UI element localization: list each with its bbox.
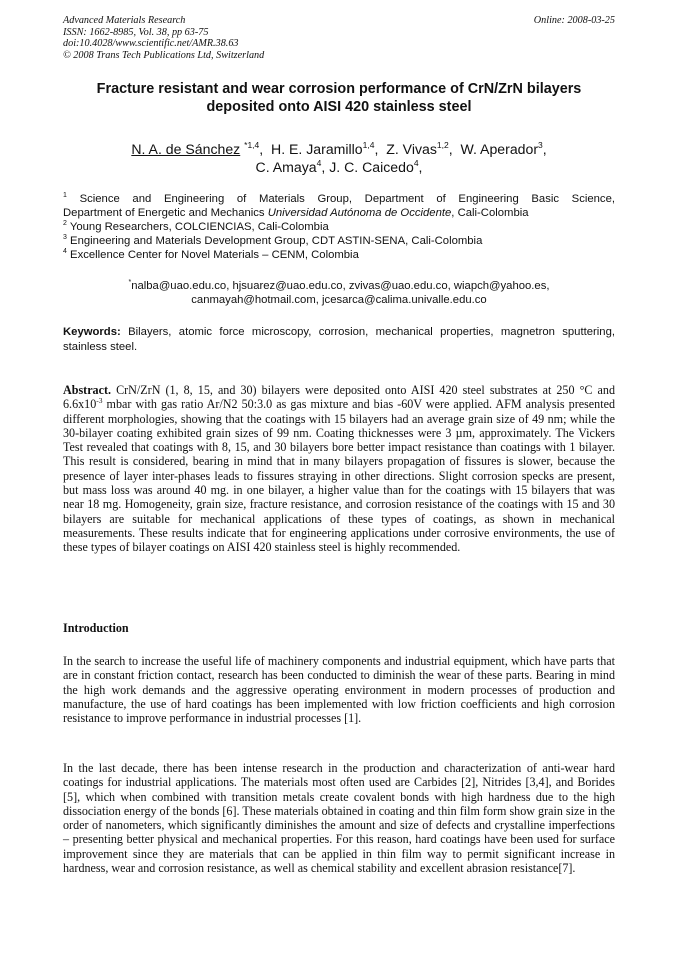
keywords-text: Bilayers, atomic force microscopy, corrosion, mechanical properties, magnetron sputtering, stainless steel. (63, 326, 615, 353)
author-affil-marker: 1,4 (362, 140, 375, 150)
doi-line: doi:10.4028/www.scientific.net/AMR.38.63 (63, 38, 239, 50)
introduction-paragraph-1: In the search to increase the useful life of machinery components and industrial equipment, which have parts that are in constant friction contact, research has been conducted to diminish the wear of these parts. Bearing in mind the high work demands and the aggressive operating environment in modern processes of production and manufacture, the use of hard coatings has been implemented with low friction coefficients and high corrosion resistance to improve performance in industrial processes [1]. (63, 654, 615, 726)
email-line-2: canmayah@hotmail.com, jcesarca@calima.univalle.edu.co (191, 294, 487, 306)
copyright-line: © 2008 Trans Tech Publications Ltd, Switzerland (63, 49, 265, 61)
affiliation-number: 1 (63, 192, 67, 199)
author-affil-marker: 4 (316, 158, 322, 168)
affiliation-1-line-2 (63, 206, 615, 220)
abstract-text: CrN/ZrN (1, 8, 15, and 30) bilayers were deposited onto AISI 420 steel substrates at 250 °C and 6.6x10 (63, 383, 615, 412)
corresponding-marker: * (128, 279, 132, 286)
section-heading-introduction: Introduction (63, 621, 129, 635)
affiliation-number: 4 (63, 248, 67, 255)
affiliation-2 (63, 220, 615, 234)
author-affil-marker: 3 (538, 140, 543, 150)
paper-title (55, 80, 623, 116)
affiliation-text: Excellence Center for Novel Materials – CENM, Colombia (70, 249, 359, 261)
affiliation-text: Young Researchers, COLCIENCIAS, Cali-Colombia (69, 221, 329, 233)
affiliation-1-line-1 (63, 192, 615, 206)
introduction-paragraph-2: In the last decade, there has been intense research in the production and characterization of anti-wear hard coatings for industrial applications. The materials most often used are Carbides [2], Nitrides [3,4], and Borides [5], which when combined with transition metals create covalent bonds with high hardness due to the high dissociation energy of the bonds [6]. These materials obtained in coating and thin film form show grain size in the order of nanometers, which significantly diminishes the amount and size of defects and crystalline imperfections – presenting better physical and mechanical properties. For this reason, hard coatings have been used for surface improvement since they are materials that can be applied in thin film way to permit significant increase in hardness, wear and corrosion resistance, as well as chemical stability and excellent abrasion resistance[7]. (63, 761, 615, 876)
author-name: W. Aperador (460, 141, 539, 157)
affiliation-text: Science and Engineering of Materials Group, Department of Engineering Basic Science, (79, 193, 616, 205)
affiliation-text: Engineering and Materials Development Group, CDT ASTIN-SENA, Cali-Colombia (70, 235, 483, 247)
abstract-text: mbar with gas ratio Ar/N2 50:3.0 as gas mixture and bias -60V were applied. AFM analysis presented different morphologies, showing that the coatings with 15 bilayers had an average grain size of 49 nm; while the 30-bilayer coating exhibited grain sizes of 99 nm. Coating thicknesses were 3 µm, approximately. The Vickers Test revealed that coatings with 8, 15, and 30 bilayers bore better impact resistance than coatings with 1 bilayer. This result is considered, bearing in mind that in many bilayers propagation of fissures is slower, because the presence of layer inter-phases leads to fissures straying in other directions. Slight corrosion specks are present, but mass loss was around 40 mg. in one bilayer, a higher value than for the coatings with 15 bilayers that was near 18 mg. Homogeneity, grain size, fracture resistance, and corrosion resistance of the coatings with 15 and 30 bilayers are suitable for mechanical applications of these types of coatings, as shown in mechanical measurements. These results indicate that for engineering applications under corrosive environments, the use of these types of bilayer coatings on AISI 420 stainless steel is highly recommended. (63, 397, 615, 555)
author-name: N. A. de Sánchez (131, 141, 241, 157)
affiliation-number: 3 (63, 234, 67, 241)
affiliation-text: , Cali-Colombia (451, 207, 529, 219)
affiliations (63, 192, 615, 262)
issn-line: ISSN: 1662-8985, Vol. 38, pp 63-75 (63, 26, 209, 38)
abstract-label: Abstract. (63, 383, 112, 397)
author-affil-marker: *1,4 (244, 140, 260, 150)
university-name: Universidad Autónoma de Occidente (267, 207, 452, 219)
journal-name: Advanced Materials Research (63, 15, 186, 26)
author-list (50, 140, 628, 176)
author-affil-marker: 1,2 (436, 140, 449, 150)
author-line-2: C. Amaya$^4$, J. C. Caicedo$^4$, (255, 158, 423, 175)
abstract-paragraph (63, 383, 615, 555)
author-name: C. Amaya (255, 159, 317, 175)
affiliation-number: 2 (63, 220, 67, 227)
exponent: -3 (96, 396, 103, 406)
title-line-2: deposited onto AISI 420 stainless steel (206, 99, 472, 115)
affiliation-3 (63, 234, 615, 248)
online-date: Online: 2008-03-25 (533, 15, 615, 26)
email-text: nalba@uao.edu.co, hjsuarez@uao.edu.co, zvivas@uao.edu.co, wiapch@yahoo.es, (131, 280, 550, 292)
author-name: J. C. Caicedo (329, 159, 414, 175)
author-emails (63, 279, 615, 307)
keywords-label: Keywords: (63, 326, 121, 338)
author-name: H. E. Jaramillo (271, 141, 363, 157)
author-line-1: N. A. de Sánchez $^{*1,4}$, H. E. Jaramillo$^{1,4}$, Z. Vivas$^{1,2}$, W. Aperador$^3$, (131, 140, 547, 157)
title-line-1: Fracture resistant and wear corrosion performance of CrN/ZrN bilayers (96, 81, 582, 97)
email-line-1 (63, 279, 615, 293)
affiliation-text: Department of Energetic and Mechanics (63, 207, 268, 219)
author-affil-marker: 4 (413, 158, 419, 168)
affiliation-4 (63, 248, 615, 262)
journal-header (63, 15, 615, 61)
author-name: Z. Vivas (386, 141, 437, 157)
keywords-block (63, 325, 615, 354)
